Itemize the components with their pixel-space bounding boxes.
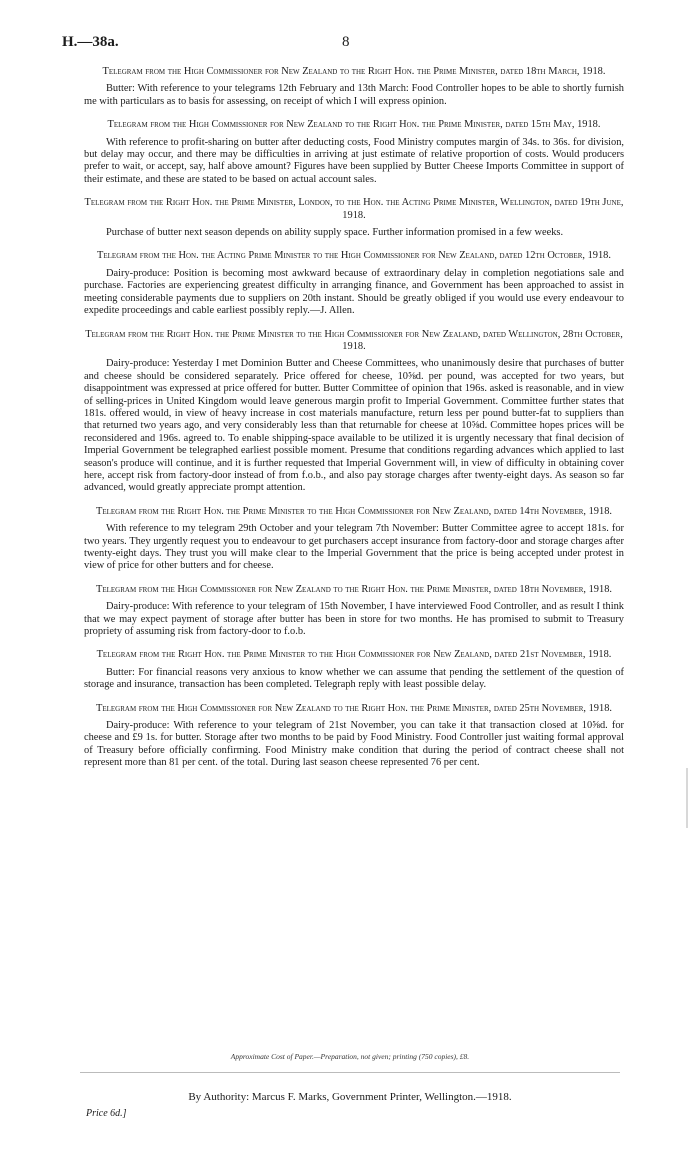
telegram-heading: Telegram from the Right Hon. the Prime Minister to the High Commissioner for New Zealand, dated 14th November, 1918. [96,505,612,517]
telegram-entry [84,703,624,770]
telegram-body: Dairy-produce: Position is becoming most awkward because of extraordinary delay in completion negotiations sale and purchase. Factories are experiencing greatest difficulty in arranging finance, and Government has been approached to assist in meeting considerable payments due to suppliers on 20th instant. Should be greatly obliged if you would use every endeavour to expedite proceedings and cable earliest possibly reply.—J. Allen. [84,267,624,317]
telegram-body: Purchase of butter next season depends on ability supply space. Further information promised in a few weeks. [106,227,564,239]
telegram-heading: Telegram from the High Commissioner for New Zealand to the Right Hon. the Prime Minister, dated 18th November, 1918. [96,583,612,595]
telegram-body: Butter: With reference to your telegrams 12th February and 13th March: Food Controller hopes to be able to shortly furnish me with particulars as to basis for assessing, on receipt of which I will express opinion. [84,83,624,107]
telegram-body: With reference to profit-sharing on butter after deducting costs, Food Ministry computes margin of 34s. to 36s. for division, but delay may occur, and there may be difficulties in arriving at just estimate of relative proportion of costs. Would producers prefer to wait, or accept, say, half above amount? Figures have been supplied by Butter Cheese Imports Committee in support of their estimate, and these are stated to be based on actual account sales. [84,136,624,185]
telegram-entry [84,197,624,239]
telegram-entry [84,250,624,317]
telegram-body: Butter: For financial reasons very anxious to know whether we can assume that pending the settlement of the question of storage and insurance, transaction has been completed. Telegraph reply with least possible delay. [84,666,624,691]
telegram-entry [84,506,624,573]
telegram-body: Dairy-produce: With reference to your telegram of 21st November, you can take it that transaction closed at 10⅝d. for cheese and £9 1s. for butter. Storage after two months to be paid by Food Ministry. Food Controller just waiting formal approval of Treasury before officially confirming. Food Ministry make condition that during the period of contract cheese shall not represent more than 81 per cent. of the total. During last season cheese represented 76 per cent. [84,720,624,769]
telegram-heading: Telegram from the Right Hon. the Prime Minister to the High Commissioner for New Zealand, dated Wellington, 28th October, 1918. [85,328,623,352]
telegram-heading: Telegram from the Right Hon. the Prime Minister, London, to the Hon. the Acting Prime Minister, Wellington, dated 19th June, 1918. [84,197,624,221]
printing-cost-note: Approximate Cost of Paper.—Preparation, not given; printing (750 copies), £8. [230,1052,470,1061]
telegram-heading: Telegram from the High Commissioner for New Zealand to the Right Hon. the Prime Minister, dated 25th November, 1918. [96,702,612,714]
telegram-entry [84,329,624,495]
footer-divider [80,1072,620,1073]
printer-imprint: By Authority: Marcus F. Marks, Government Printer, Wellington.—1918. [188,1091,512,1103]
telegram-list [84,66,624,781]
telegram-entry [84,119,624,186]
telegram-body: Dairy-produce: With reference to your telegram of 15th November, I have interviewed Food Controller, and as result I think that we may expect payment of storage after butter has been in store for two months. He has promised to submit to Treasury propriety of assuming risk from factory-door to f.o.b. [84,601,624,638]
telegram-body: Dairy-produce: Yesterday I met Dominion Butter and Cheese Committees, who unanimously desire that purchases of butter and cheese should be considered separately. Price offered for cheese, 10⅝d. per pound, was accepted for two years, but disappointment was expressed at price offered for butter. Butter Committee of opinion that 196s. asked is reasonable, and in view of selling-prices in United Kingdom would leave generous margin profit to Imperial Government. Committee further states that 181s. offered would, in view of heavy increase in cost materials manufacture, return less per pound butter-fat to suppliers than that returned two years ago, and very considerably less than that returnable for cheese at 10⅝d. Committee hopes prices will be reconsidered and 196s. agreed to. To enable shipping-space available to be utilized it is urgently necessary that final decision of Imperial Government be telegraphed earliest possible moment. Presume that conditions regarding advances which applied to last season's produce will continue, and it is further requested that Imperial Government will, in view of difficulty in obtaining cover here, accept risk from factory-door instead of from f.o.b., and also pay storage charges after twenty-eight days. As season so far advanced, would greatly appreciate prompt attention. [84,358,624,494]
telegram-heading: Telegram from the Right Hon. the Prime Minister to the High Commissioner for New Zealand, dated 21st November, 1918. [96,649,612,661]
telegram-entry [84,649,624,691]
telegram-entry [84,584,624,639]
telegram-heading: Telegram from the High Commissioner for New Zealand to the Right Hon. the Prime Minister, dated 15th May, 1918. [107,119,601,131]
page-number: 8 [342,34,350,50]
parliamentary-paper-reference: H.—38a. [62,34,119,50]
telegram-heading: Telegram from the High Commissioner for New Zealand to the Right Hon. the Prime Minister, dated 18th March, 1918. [102,66,606,77]
telegram-heading: Telegram from the Hon. the Acting Prime Minister to the High Commissioner for New Zealand, dated 12th October, 1918. [97,250,611,262]
page-header [62,34,638,54]
price-note: Price 6d.] [86,1108,127,1119]
telegram-body: With reference to my telegram 29th October and your telegram 7th November: Butter Committee agree to accept 181s. for two years. They urgently request you to endeavour to get purchasers accept insurance from factory-door and storage charges after twenty-eight days. They trust you will make clear to the Imperial Government that the price is being accepted under protest in view of price for other butters and for cheese. [84,523,624,572]
telegram-entry [84,66,624,108]
scan-artifact [686,768,688,828]
